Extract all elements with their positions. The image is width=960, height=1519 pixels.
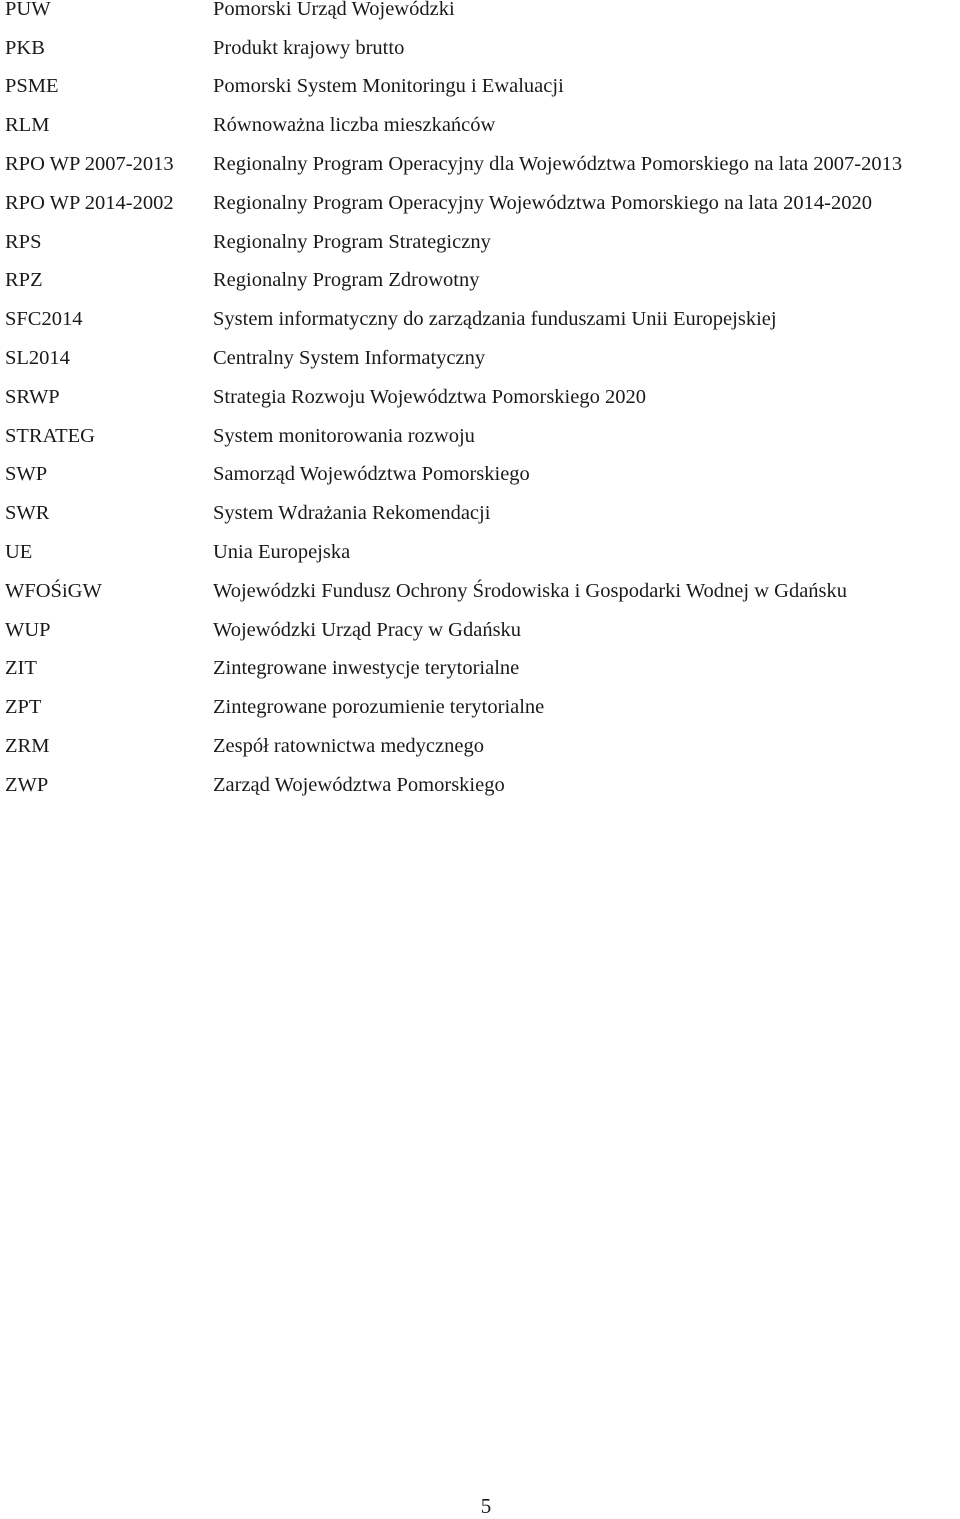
abbreviation-expansion: Regionalny Program Zdrowotny (213, 269, 480, 292)
abbreviation: PKB (5, 36, 45, 59)
abbreviation-expansion: Równoważna liczba mieszkańców (213, 114, 496, 137)
abbreviation: ZWP (5, 773, 49, 796)
abbreviation-row (5, 417, 960, 456)
abbreviation-row (5, 29, 960, 68)
abbreviation-row (5, 106, 960, 145)
abbreviation-expansion: System informatyczny do zarządzania funduszami Unii Europejskiej (213, 308, 777, 331)
abbreviation-row (5, 688, 960, 727)
abbreviation-row (5, 494, 960, 533)
abbreviation: SWP (5, 463, 48, 486)
abbreviation-row (5, 766, 960, 805)
page-number: 5 (480, 1494, 492, 1518)
abbreviation: PSME (5, 75, 59, 98)
abbreviation: ZPT (5, 696, 42, 719)
abbreviation-expansion: Pomorski Urząd Wojewódzki (213, 0, 455, 20)
abbreviation-list (5, 0, 960, 805)
abbreviation-expansion: Regionalny Program Operacyjny Województwa Pomorskiego na lata 2014-2020 (213, 191, 872, 214)
abbreviation-row (5, 650, 960, 689)
abbreviation-row (5, 727, 960, 766)
abbreviation-expansion: Zarząd Województwa Pomorskiego (213, 773, 505, 796)
abbreviation: RLM (5, 114, 50, 137)
abbreviation: PUW (5, 0, 51, 20)
abbreviation: WFOŚiGW (5, 579, 102, 602)
abbreviation-expansion: System monitorowania rozwoju (213, 424, 475, 447)
abbreviation: ZRM (5, 735, 50, 758)
abbreviation-row (5, 611, 960, 650)
abbreviation-expansion: Strategia Rozwoju Województwa Pomorskiego 2020 (213, 385, 646, 408)
abbreviation: STRATEG (5, 424, 95, 447)
abbreviation-expansion: Regionalny Program Operacyjny dla Województwa Pomorskiego na lata 2007-2013 (213, 153, 903, 176)
abbreviation-row (5, 378, 960, 417)
abbreviation: SL2014 (5, 347, 70, 370)
abbreviation: RPZ (5, 269, 43, 292)
abbreviation-row (5, 0, 960, 29)
abbreviation-expansion: Centralny System Informatyczny (213, 347, 486, 370)
abbreviation: SRWP (5, 385, 60, 408)
abbreviation: RPO WP 2007-2013 (5, 153, 174, 176)
abbreviation-expansion: Regionalny Program Strategiczny (213, 230, 491, 253)
abbreviation-expansion: Produkt krajowy brutto (213, 36, 405, 59)
abbreviation: WUP (5, 618, 51, 641)
abbreviation: SFC2014 (5, 308, 83, 331)
abbreviation-expansion: Wojewódzki Fundusz Ochrony Środowiska i Gospodarki Wodnej w Gdańsku (213, 579, 848, 602)
abbreviation-row (5, 339, 960, 378)
abbreviation-expansion: Unia Europejska (213, 541, 351, 564)
abbreviation-expansion: Wojewódzki Urząd Pracy w Gdańsku (213, 618, 522, 641)
abbreviation-row (5, 262, 960, 301)
abbreviation: SWR (5, 502, 50, 525)
abbreviation: ZIT (5, 657, 37, 680)
abbreviation-expansion: Zintegrowane inwestycje terytorialne (213, 657, 520, 680)
abbreviation-expansion: Samorząd Województwa Pomorskiego (213, 463, 530, 486)
abbreviation-row (5, 300, 960, 339)
abbreviation-row (5, 184, 960, 223)
abbreviation: RPS (5, 230, 42, 253)
abbreviation-row (5, 572, 960, 611)
abbreviation: RPO WP 2014-2002 (5, 191, 174, 214)
abbreviation-row (5, 456, 960, 495)
abbreviation: UE (5, 541, 33, 564)
abbreviation-row (5, 68, 960, 107)
abbreviation-expansion: Zespół ratownictwa medycznego (213, 735, 484, 758)
abbreviation-row (5, 145, 960, 184)
abbreviation-row (5, 223, 960, 262)
abbreviation-expansion: Zintegrowane porozumienie terytorialne (213, 696, 545, 719)
abbreviation-row (5, 533, 960, 572)
abbreviation-expansion: Pomorski System Monitoringu i Ewaluacji (213, 75, 564, 98)
abbreviation-expansion: System Wdrażania Rekomendacji (213, 502, 491, 525)
